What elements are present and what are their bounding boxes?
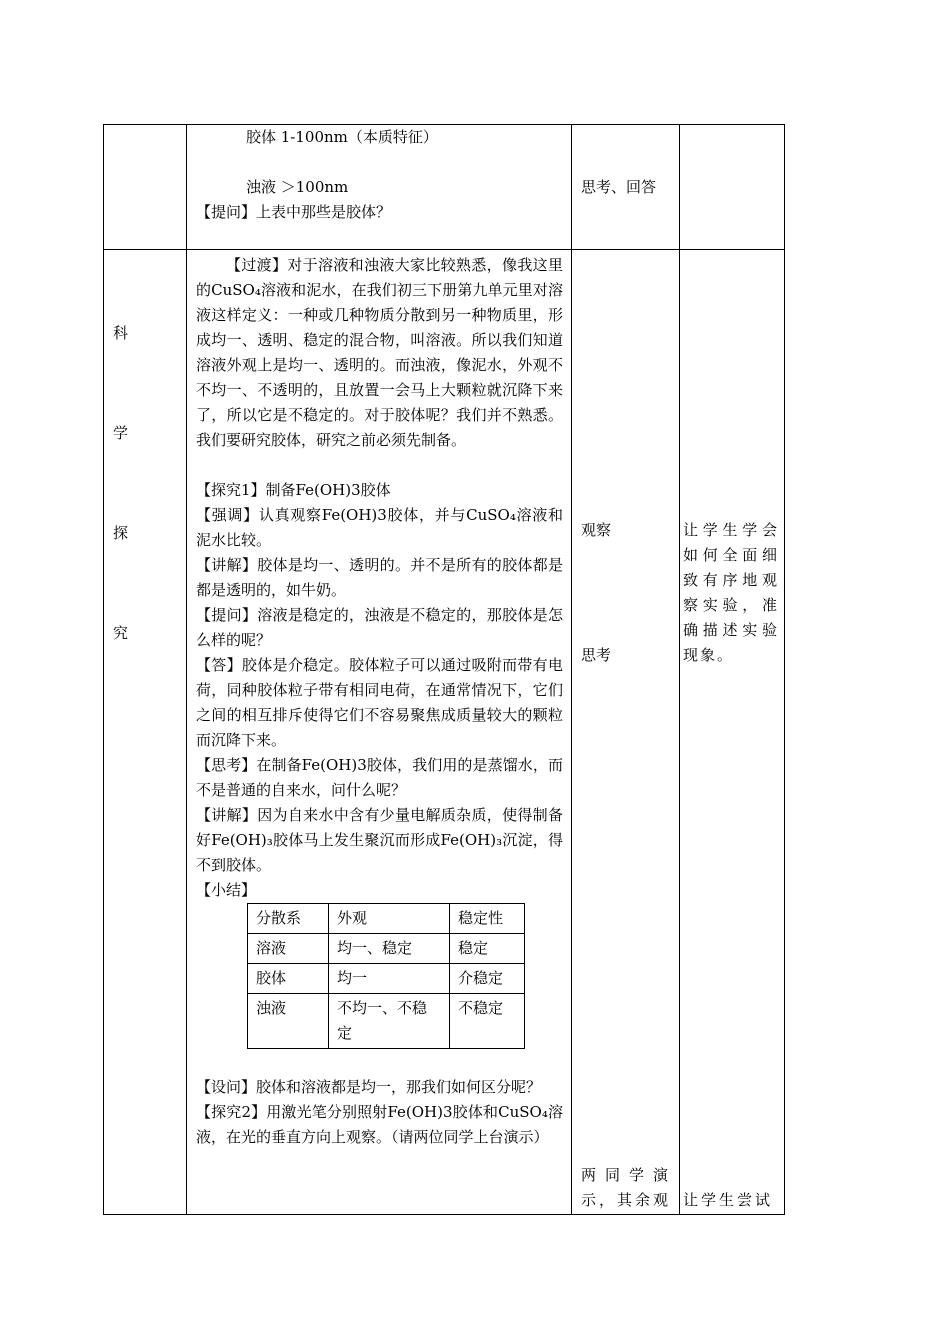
- row1-col2: [187, 125, 572, 250]
- question-paragraph: 【提问】溶液是稳定的，浊液是不稳定的，那胶体是怎么样的呢？: [196, 606, 563, 649]
- table-cell: 不稳定: [450, 994, 525, 1049]
- row2-col1: [104, 250, 187, 1215]
- table-cell: 溶液: [248, 934, 329, 964]
- table-cell: 介稳定: [450, 964, 525, 994]
- table-cell: 均一、稳定: [329, 934, 450, 964]
- section-char: 学: [113, 424, 129, 442]
- table-row: [248, 964, 525, 994]
- explore2-paragraph: 【探究2】用激光笔分别照射Fe(OH)3胶体和CuSO₄溶液，在光的垂直方向上观察。（请两位同学上台演示）: [196, 1103, 563, 1146]
- table-row: [104, 250, 785, 1215]
- table-row: [248, 994, 525, 1049]
- summary-table: [247, 903, 525, 1049]
- lesson-plan-table: [103, 124, 785, 1215]
- question-line: 【提问】上表中那些是胶体？: [196, 203, 392, 221]
- section-char: 究: [113, 624, 129, 642]
- table-cell: 浊液: [248, 994, 329, 1049]
- row2-col2: [187, 250, 572, 1215]
- setq-paragraph: 【设问】胶体和溶液都是均一，那我们如何区分呢？: [196, 1078, 542, 1096]
- suspension-size-line: 浊液 ＞100nm: [246, 178, 349, 196]
- demo-text-line2: 示，其余观: [581, 1191, 672, 1209]
- think-text: 思考: [581, 646, 612, 664]
- row1-col1: [104, 125, 187, 250]
- explain2-paragraph: 【讲解】因为自来水中含有少量电解质杂质，使得制备好Fe(OH)₃胶体马上发生聚沉而形成Fe(OH)₃沉淀，得不到胶体。: [196, 806, 563, 874]
- section-char: 探: [113, 524, 129, 542]
- row2-col4: [680, 250, 785, 1215]
- think-answer-text: 思考、回答: [581, 178, 657, 196]
- section-char: 科: [113, 324, 129, 342]
- table-cell: 稳定: [450, 934, 525, 964]
- explore1-paragraph: 【探究1】制备Fe(OH)3胶体: [196, 481, 391, 499]
- emphasis-paragraph: 【强调】认真观察Fe(OH)3胶体，并与CuSO₄溶液和泥水比较。: [196, 506, 563, 549]
- table-row: [104, 125, 785, 250]
- table-cell: 均一: [329, 964, 450, 994]
- table-cell: 不均一、不稳定: [329, 994, 450, 1049]
- table-header: 分散系: [248, 904, 329, 934]
- table-header: 稳定性: [450, 904, 525, 934]
- think-paragraph: 【思考】在制备Fe(OH)3胶体，我们用的是蒸馏水，而不是普通的自来水，问什么呢？: [196, 756, 563, 799]
- row1-col4: [680, 125, 785, 250]
- colloid-size-line: 胶体 1-100nm（本质特征）: [246, 128, 438, 146]
- demo-text-line1: 两同学演: [581, 1166, 678, 1184]
- explain1-paragraph: 【讲解】胶体是均一、透明的。并不是所有的胶体都是都是透明的，如牛奶。: [196, 556, 563, 599]
- table-row: [248, 904, 525, 934]
- transition-paragraph: 【过渡】对于溶液和浊液大家比较熟悉，像我这里的CuSO₄溶液和泥水，在我们初三下册第九单元里对溶液这样定义：一种或几种物质分散到另一种物质里，形成均一、透明、稳定的混合物，叫溶液。所以我们知道溶液外观上是均一、透明的。而浊液，像泥水，外观不不均一、不透明的，且放置一会马上大颗粒就沉降下来了，所以它是不稳定的。对于胶体呢？我们并不熟悉。我们要研究胶体，研究之前必须先制备。: [196, 256, 563, 449]
- purpose-text: 让学生学会如何全面细致有序地观察实验，准确描述实验现象。: [683, 521, 779, 664]
- observe-text: 观察: [581, 521, 612, 539]
- purpose-bottom-text: 让学生尝试: [683, 1191, 774, 1209]
- answer-paragraph: 【答】胶体是介稳定。胶体粒子可以通过吸附而带有电荷，同种胶体粒子带有相同电荷，在通常情况下，它们之间的相互排斥使得它们不容易聚焦成质量较大的颗粒而沉降下来。: [196, 656, 563, 749]
- table-header: 外观: [329, 904, 450, 934]
- table-row: [248, 934, 525, 964]
- row2-col3: [572, 250, 680, 1215]
- table-cell: 胶体: [248, 964, 329, 994]
- row1-col3: [572, 125, 680, 250]
- summary-label: 【小结】: [196, 881, 257, 899]
